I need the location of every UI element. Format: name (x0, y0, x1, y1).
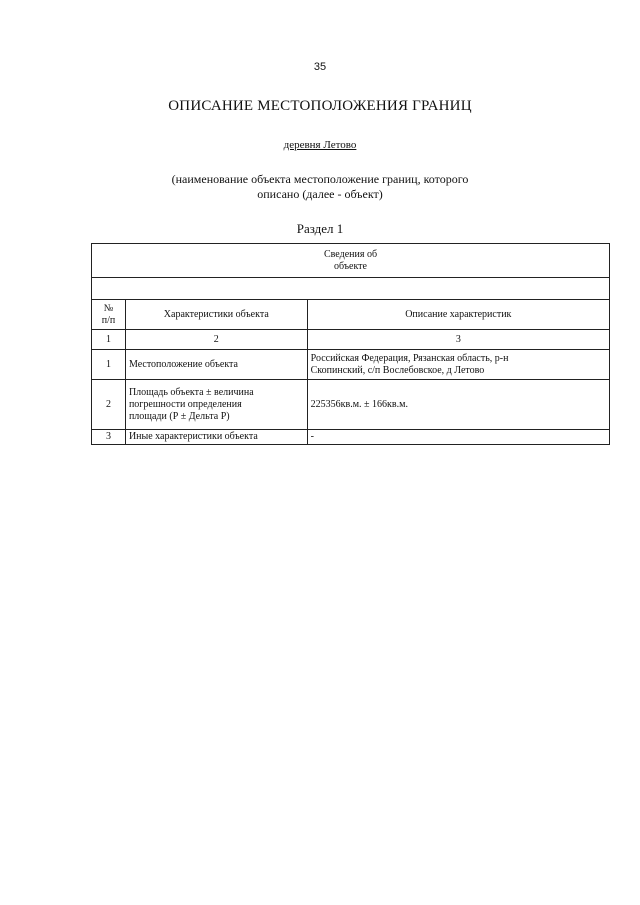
row-description (307, 350, 609, 380)
header-num-line-2: п/п (101, 314, 116, 326)
object-info-table (91, 243, 610, 445)
table-header-row (92, 300, 610, 330)
row-characteristic: Местоположение объекта (125, 350, 307, 380)
caption-line-1: (наименование объекта местоположение границ, которого (171, 172, 469, 186)
row-num: 3 (92, 430, 126, 445)
row-description-line-1: Российская Федерация, Рязанская область, р-н (310, 352, 509, 364)
row-num: 2 (92, 380, 126, 430)
table-row (92, 430, 610, 445)
table-row (92, 350, 610, 380)
index-cell-1: 1 (92, 330, 126, 350)
empty-cell (92, 278, 610, 300)
row-characteristic-line-2: погрешности определения (128, 398, 242, 410)
document-title: ОПИСАНИЕ МЕСТОПОЛОЖЕНИЯ ГРАНИЦ (168, 98, 472, 114)
caption-line-2: описано (далее - объект) (257, 187, 383, 201)
row-description-line-2: Скопинский, с/п Вослебовское, д Летово (310, 364, 485, 376)
table-heading-row (92, 244, 610, 278)
page-number: 35 (313, 61, 327, 73)
index-cell-3: 3 (307, 330, 609, 350)
header-characteristics: Характеристики объекта (125, 300, 307, 330)
row-num: 1 (92, 350, 126, 380)
object-caption (0, 172, 640, 202)
row-description: 225356кв.м. ± 166кв.м. (307, 380, 609, 430)
table-heading-line-1: Сведения об (323, 248, 378, 260)
row-description: - (307, 430, 609, 445)
row-characteristic-line-3: площади (Р ± Дельта Р) (128, 410, 230, 422)
table-heading (92, 244, 610, 278)
row-characteristic: Иные характеристики объекта (125, 430, 307, 445)
row-characteristic (125, 380, 307, 430)
index-cell-2: 2 (125, 330, 307, 350)
table-heading-line-2: объекте (334, 260, 367, 272)
row-characteristic-line-1: Площадь объекта ± величина (128, 386, 254, 398)
table-empty-row (92, 278, 610, 300)
header-description: Описание характеристик (307, 300, 609, 330)
header-num (92, 300, 126, 330)
object-name: деревня Летово (283, 139, 357, 151)
table-index-row (92, 330, 610, 350)
header-num-line-1: № (103, 302, 114, 314)
object-name-line (0, 139, 640, 151)
section-title: Раздел 1 (296, 221, 344, 236)
table-row (92, 380, 610, 430)
